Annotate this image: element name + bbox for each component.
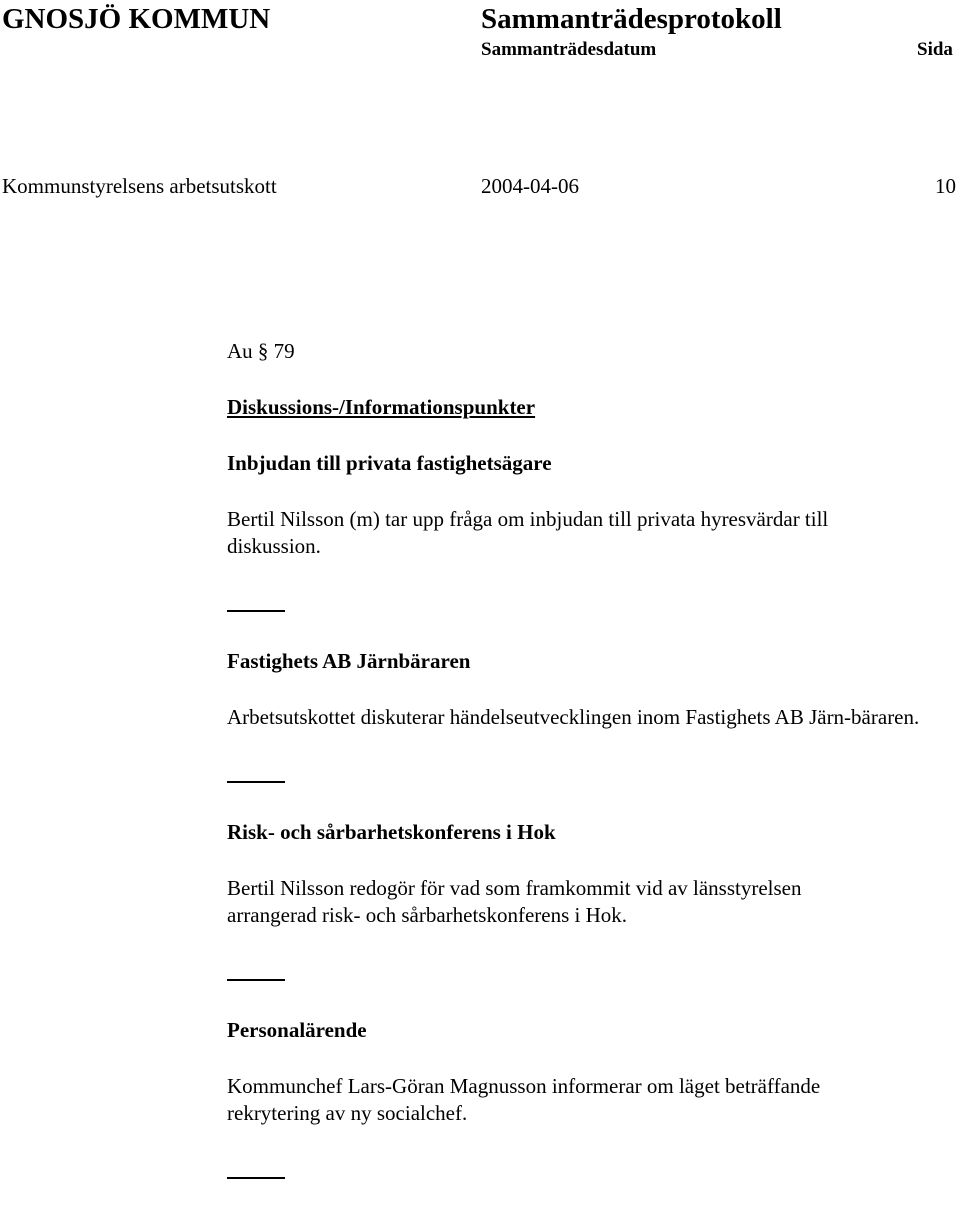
- item-4: [227, 1017, 927, 1127]
- document-type: Sammanträdesprotokoll: [481, 3, 782, 35]
- separator-line: [227, 610, 285, 612]
- paragraph-title: Diskussions-/Informationspunkter: [227, 395, 536, 419]
- separator-line: [227, 979, 285, 981]
- meeting-date: 2004-04-06: [481, 174, 579, 198]
- meeting-date-label: Sammanträdesdatum: [481, 39, 657, 60]
- item-heading: Personalärende: [227, 1018, 367, 1042]
- item-heading: Risk- och sårbarhetskonferens i Hok: [227, 820, 556, 844]
- paragraph-number: Au § 79: [227, 339, 295, 363]
- separator-line: [227, 781, 285, 783]
- item-3: [227, 819, 927, 929]
- separator-line: [227, 1177, 285, 1179]
- committee-name: Kommunstyrelsens arbetsutskott: [2, 174, 277, 198]
- item-2: [227, 648, 927, 731]
- page-number: 10: [935, 174, 956, 198]
- protocol-content: [227, 338, 927, 1215]
- item-heading: Fastighets AB Järnbäraren: [227, 649, 471, 673]
- item-heading: Inbjudan till privata fastighetsägare: [227, 451, 552, 475]
- item-text: Bertil Nilsson (m) tar upp fråga om inbjudan till privata hyresvärdar till diskussion.: [227, 507, 829, 558]
- item-text: Kommunchef Lars-Göran Magnusson informerar om läget beträffande rekrytering av ny socialchef.: [227, 1074, 821, 1125]
- page-label: Sida: [917, 39, 953, 60]
- municipality-name: GNOSJÖ KOMMUN: [2, 3, 271, 35]
- item-text: Bertil Nilsson redogör för vad som framkommit vid av länsstyrelsen arrangerad risk- och sårbarhetskonferens i Hok.: [227, 876, 802, 927]
- item-1: [227, 450, 927, 560]
- item-text: Arbetsutskottet diskuterar händelseutvecklingen inom Fastighets AB Järn-bäraren.: [227, 705, 920, 729]
